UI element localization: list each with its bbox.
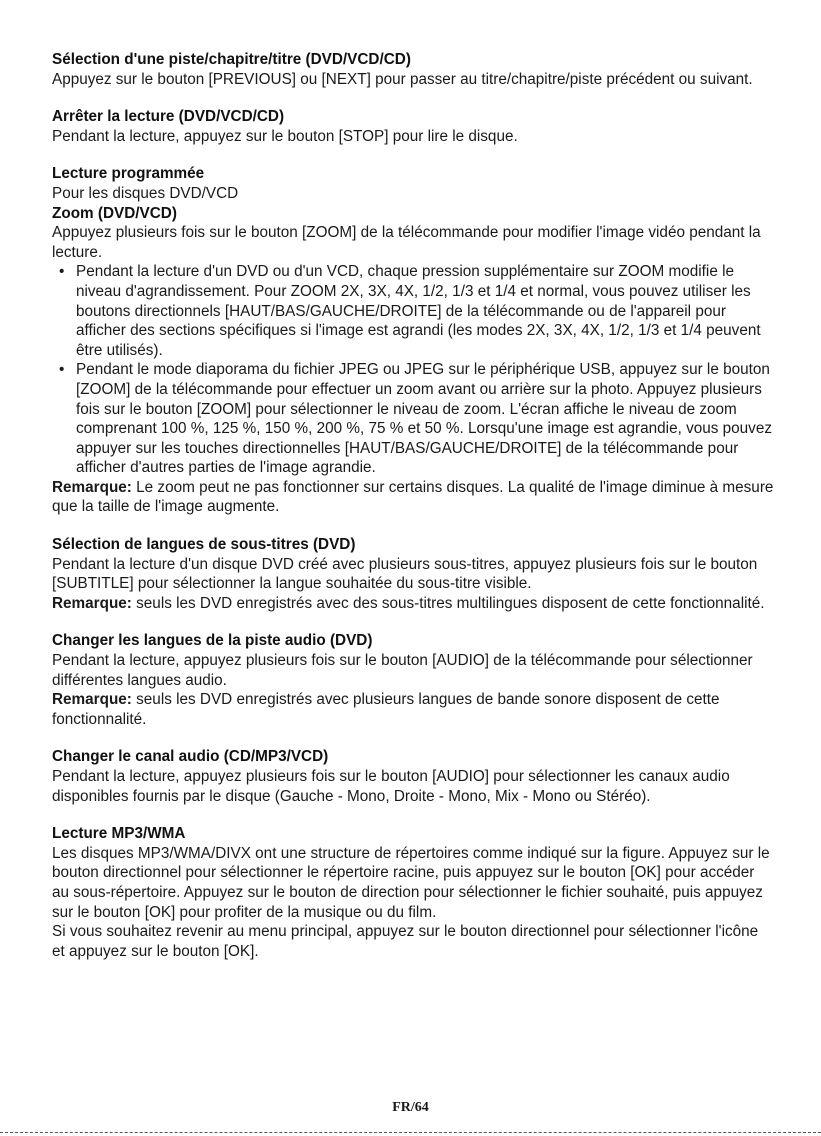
section-text: Pendant la lecture d'un disque DVD créé avec plusieurs sous-titres, appuyez plusieurs fois sur le bouton [SUBTITLE] pour sélectionner la langue souhaitée du sous-titre visible. bbox=[52, 555, 758, 593]
section-zoom bbox=[52, 204, 774, 518]
section-stop-playback bbox=[52, 107, 774, 146]
note-text: seuls les DVD enregistrés avec des sous-titres multilingues disposent de cette fonctionnalité. bbox=[136, 594, 765, 612]
section-text: Pour les disques DVD/VCD bbox=[52, 184, 239, 202]
section-title: Sélection de langues de sous-titres (DVD) bbox=[52, 536, 356, 554]
section-title: Sélection d'une piste/chapitre/titre (DVD/VCD/CD) bbox=[52, 51, 411, 68]
note-label: Remarque: bbox=[52, 691, 132, 709]
section-text: Appuyez sur le bouton [PREVIOUS] ou [NEXT] pour passer au titre/chapitre/piste précédent ou suivant. bbox=[52, 70, 753, 88]
bottom-divider bbox=[0, 1132, 821, 1133]
section-text: Pendant la lecture, appuyez sur le bouton [STOP] pour lire le disque. bbox=[52, 127, 518, 145]
section-title: Lecture MP3/WMA bbox=[52, 825, 186, 843]
list-item: • Pendant la lecture d'un DVD ou d'un VCD, chaque pression supplémentaire sur ZOOM modifie le niveau d'agrandissement. Pour ZOOM 2X, 3X, 4X, 1/2, 1/3 et 1/4 et normal, vous pouvez utiliser les boutons directionnels [HAUT/BAS/GAUCHE/DROITE] de la télécommande ou de l'appareil pour afficher des sections spécifiques si l'image est agrandi (les modes 2X, 3X, 4X, 1/2, 1/3 et 1/4 peuvent être utilisés). bbox=[76, 262, 774, 360]
manual-page bbox=[52, 50, 774, 979]
section-mp3-wma bbox=[52, 824, 774, 961]
list-item: • Pendant le mode diaporama du fichier JPEG ou JPEG sur le périphérique USB, appuyez sur le bouton [ZOOM] de la télécommande pour effectuer un zoom avant ou arrière sur la photo. Appuyez plusieurs fois sur le bouton [ZOOM] pour sélectionner le niveau de zoom. L'écran affiche le niveau de zoom comprenant 100 %, 125 %, 150 %, 200 %, 75 % et 50 %. Lorsqu'une image est agrandie, vous pouvez appuyer sur les touches directionnelles [HAUT/BAS/GAUCHE/DROITE] de la télécommande pour afficher d'autres parties de l'image agrandie. bbox=[76, 360, 774, 478]
section-text: Les disques MP3/WMA/DIVX ont une structure de répertoires comme indiqué sur la figure. Appuyez sur le bouton directionnel pour sélectionner le répertoire racine, puis appuyez sur le bouton [OK] pour accéder au sous-répertoire. Appuyez sur le bouton de direction pour sélectionner le fichier souhaité, puis appuyez sur le bouton [OK] pour profiter de la musique ou du film. bbox=[52, 844, 770, 921]
note-label: Remarque: bbox=[52, 478, 132, 496]
note-label: Remarque: bbox=[52, 594, 132, 612]
section-audio-languages bbox=[52, 631, 774, 729]
section-text: Appuyez plusieurs fois sur le bouton [ZOOM] de la télécommande pour modifier l'image vidéo pendant la lecture. bbox=[52, 224, 761, 261]
page-number: FR/64 bbox=[392, 1100, 429, 1115]
section-subtitles bbox=[52, 535, 774, 613]
section-title: Lecture programmée bbox=[52, 165, 205, 183]
section-text: Si vous souhaitez revenir au menu principal, appuyez sur le bouton directionnel pour sélectionner l'icône et appuyez sur le bouton [OK]. bbox=[52, 923, 759, 960]
note bbox=[52, 594, 774, 614]
section-title: Arrêter la lecture (DVD/VCD/CD) bbox=[52, 108, 285, 126]
note bbox=[52, 690, 774, 729]
note bbox=[52, 478, 774, 517]
section-title: Zoom (DVD/VCD) bbox=[52, 204, 177, 222]
section-title: Changer les langues de la piste audio (DVD) bbox=[52, 632, 373, 650]
bullet-list bbox=[52, 262, 774, 478]
section-programmed-playback bbox=[52, 164, 774, 203]
section-text: Pendant la lecture, appuyez plusieurs fois sur le bouton [AUDIO] pour sélectionner les canaux audio disponibles fournis par le disque (Gauche - Mono, Droite - Mono, Mix - Mono ou Stéréo). bbox=[52, 768, 730, 805]
section-track-selection bbox=[52, 50, 774, 89]
section-text: Pendant la lecture, appuyez plusieurs fois sur le bouton [AUDIO] de la télécommande pour sélectionner différentes langues audio. bbox=[52, 652, 753, 689]
note-text: Le zoom peut ne pas fonctionner sur certains disques. La qualité de l'image diminue à mesure que la taille de l'image augmente. bbox=[52, 478, 774, 516]
section-title: Changer le canal audio (CD/MP3/VCD) bbox=[52, 748, 329, 766]
section-audio-channel bbox=[52, 747, 774, 806]
note-text: seuls les DVD enregistrés avec plusieurs langues de bande sonore disposent de cette fonctionnalité. bbox=[52, 691, 720, 728]
